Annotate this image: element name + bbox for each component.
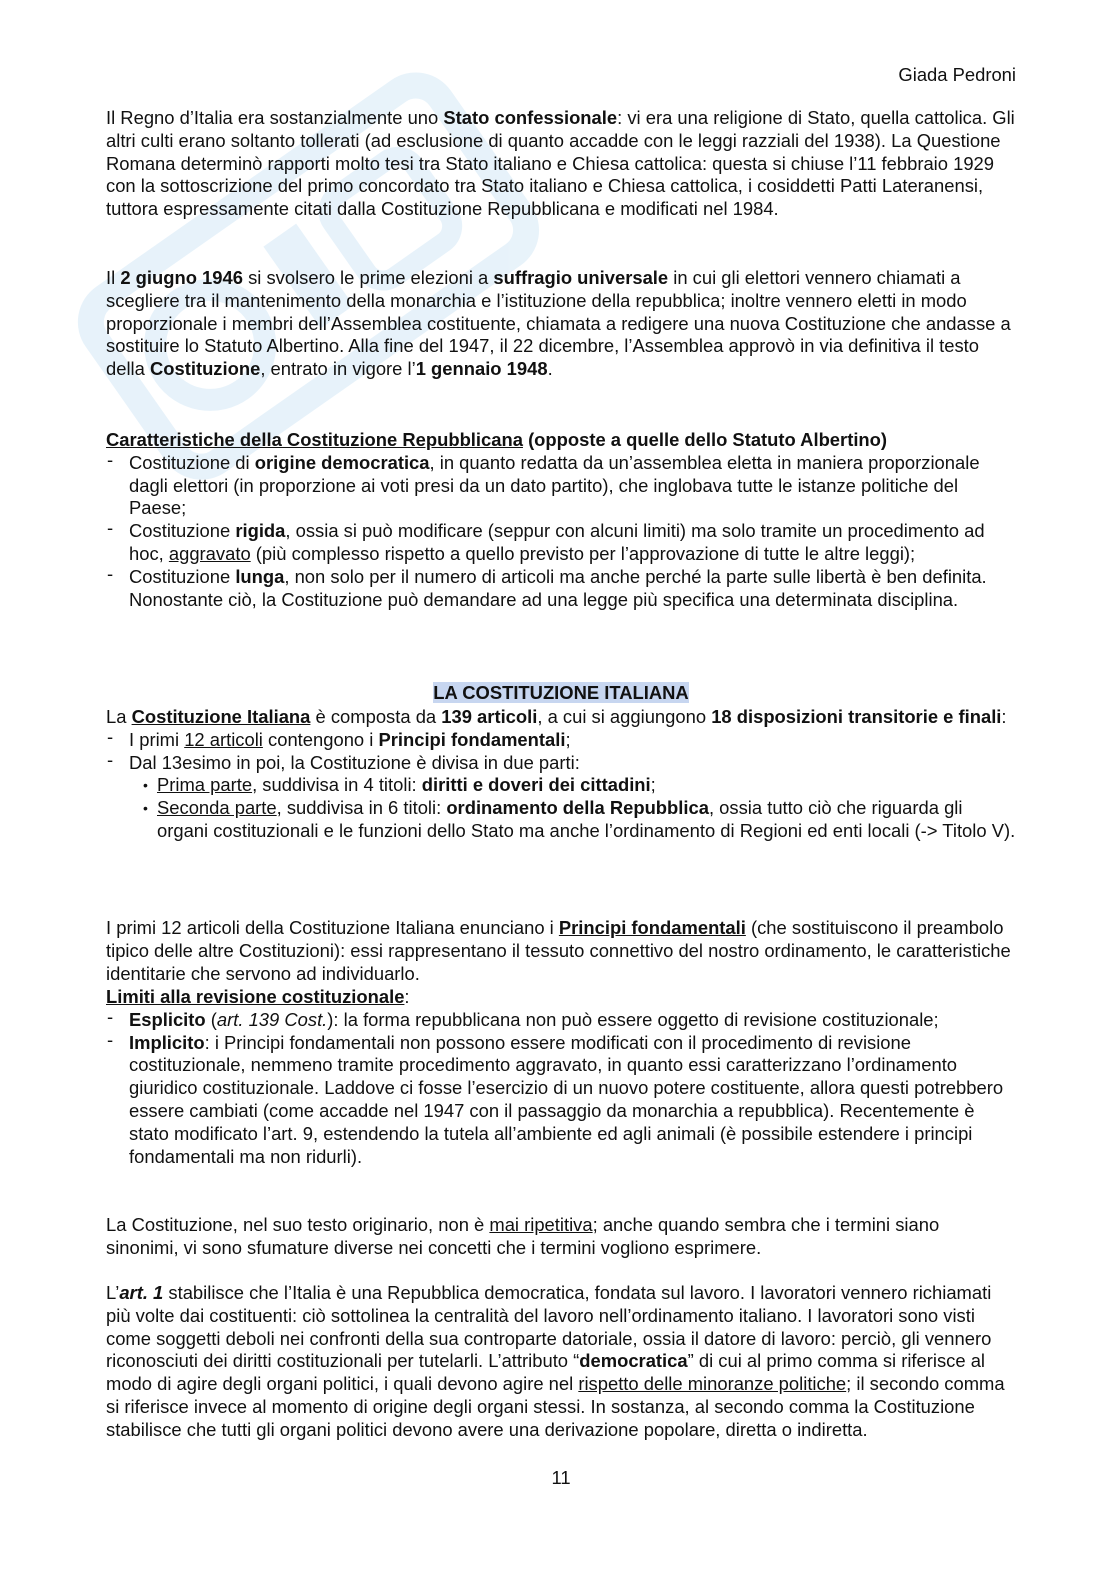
- limiti-heading: Limiti alla revisione costituzionale:: [106, 986, 410, 1007]
- page-number: 11: [551, 1467, 571, 1488]
- section-caratteristiche: [106, 429, 1016, 611]
- paragraph-stato-confessionale: Il Regno d’Italia era sostanzialmente uno Stato confessionale: vi era una religione di Stato, quella cattolica. Gli altri culti erano soltanto tollerati (ad esclusione di quanto accadde con le leggi razziali del 1938). La Questione Romana determinò rapporti molto tesi tra Stato italiano e Chiesa cattolica: questa si chiuse l’11 febbraio 1929 con la sottoscrizione del primo concordato tra Stato italiano e Chiesa cattolica, i cosiddetti Patti Lateranensi, tuttora espressamente citati dalla Costituzione Repubblicana e modificati nel 1984.: [106, 107, 1015, 220]
- list-item: - Costituzione di origine democratica, in quanto redatta da un’assemblea eletta in maniera proporzionale dagli elettori (in proporzione ai voti presi da un dato partito), che inglobava tutte le istanze politiche del Paese;: [106, 452, 1016, 520]
- list-item: - I primi 12 articoli contengono i Principi fondamentali;: [106, 729, 1016, 752]
- list-item: - Dal 13esimo in poi, la Costituzione è divisa in due parti: • Prima parte, suddivisa in 4 titoli: diritti e doveri dei cittadini; • Seconda parte, suddivisa in 6 titoli: ordinamento della Repubblica, ossia tutto ciò che riguarda gli organi costituzionali e le funzioni dello Stato ma anche l’ordinamento di Regioni ed enti locali (-> Titolo V).: [106, 752, 1016, 843]
- list-item: - Implicito: i Principi fondamentali non possono essere modificati con il procedimento di revisione costituzionale, nemmeno tramite procedimento aggravato, in quanto essi caratterizzano l’ordinamento giuridico costituzionale. Laddove ci fosse l’esercizio di un nuovo potere costituente, allora questi potrebbero essere cambiati (come accadde nel 1947 con il passaggio da monarchia a repubblica). Recentemente è stato modificato l’art. 9, estendendo la tutela all’ambiente ed agli animali (è possibile estendere i principi fondamentali ma non ridurli).: [106, 1032, 1016, 1169]
- author-name: Giada Pedroni: [898, 64, 1016, 85]
- paragraph-2-giugno-1946: Il 2 giugno 1946 si svolsero le prime elezioni a suffragio universale in cui gli elettori vennero chiamati a scegliere tra il mantenimento della monarchia e l’istituzione della repubblica; inoltre vennero eletti in modo proporzionale i membri dell’Assemblea costituente, chiamata a redigere una nuova Costituzione che andasse a sostituire lo Statuto Albertino. Alla fine del 1947, il 22 dicembre, l’Assemblea approvò in via definitiva il testo della Costituzione, entrato in vigore l’1 gennaio 1948.: [106, 267, 1011, 380]
- caratteristiche-heading: Caratteristiche della Costituzione Repubblicana (opposte a quelle dello Statuto Albertino): [106, 429, 888, 450]
- paragraph-ripetitiva: La Costituzione, nel suo testo originario, non è mai ripetitiva; anche quando sembra che i termini siano sinonimi, vi sono sfumature diverse nei concetti che i termini vogliono esprimere.: [106, 1214, 940, 1258]
- section-composizione: La Costituzione Italiana è composta da 139 articoli, a cui si aggiungono 18 disposizioni transitorie e finali: - I primi 12 articoli contengono i Principi fondamentali; - Dal 13esimo in poi, la Costituzione è divisa in due parti: • Prima parte, suddivisa in 4 titoli: diritti e doveri dei cittadini; • Seconda parte, suddivisa in 6 titoli: ordinamento della Repubblica, ossia tutto ciò che riguarda gli organi costituzionali e le funzioni dello Stato ma anche l’ordinamento di Regioni ed enti locali (-> Titolo V).: [106, 706, 1016, 843]
- section-limiti: [106, 986, 1016, 1168]
- list-item: - Esplicito (art. 139 Cost.): la forma repubblicana non può essere oggetto di revisione costituzionale;: [106, 1009, 1016, 1032]
- paragraph-principi: I primi 12 articoli della Costituzione Italiana enunciano i Principi fondamentali (che sostituiscono il preambolo tipico delle altre Costituzioni): essi rappresentano il tessuto connettivo del nostro ordinamento, le caratteristiche identitarie che servono ad individuarlo.: [106, 917, 1011, 984]
- list-item: - Costituzione lunga, non solo per il numero di articoli ma anche perché la parte sulle libertà è ben definita. Nonostante ciò, la Costituzione può demandare ad una legge più specifica una determinata disciplina.: [106, 566, 1016, 612]
- list-item: - Costituzione rigida, ossia si può modificare (seppur con alcuni limiti) ma solo tramite un procedimento ad hoc, aggravato (più complesso rispetto a quello previsto per l’approvazione di tutte le altre leggi);: [106, 520, 1016, 566]
- document-page: [106, 0, 1016, 1579]
- list-item: • Seconda parte, suddivisa in 6 titoli: ordinamento della Repubblica, ossia tutto ciò che riguarda gli organi costituzionali e le funzioni dello Stato ma anche l’ordinamento di Regioni ed enti locali (-> Titolo V).: [133, 797, 1016, 843]
- section-title: LA COSTITUZIONE ITALIANA: [433, 682, 689, 703]
- paragraph-art-1: L’art. 1 stabilisce che l’Italia è una Repubblica democratica, fondata sul lavoro. I lavoratori vennero richiamati più volte dai costituenti: ciò sottolinea la centralità del lavoro nell’ordinamento italiano. I lavoratori sono visti come soggetti deboli nei confronti della sua controparte datoriale, ossia il datore di lavoro: perciò, gli vennero riconosciuti dei diritti costituzionali per tutelarli. L’attributo “democratica” di cui al primo comma si riferisce al modo di agire degli organi politici, i quali devono agire nel rispetto delle minoranze politiche; il secondo comma si riferisce invece al momento di origine degli organi stessi. In sostanza, al secondo comma la Costituzione stabilisce che tutti gli organi politici devono avere una derivazione popolare, diretta o indiretta.: [106, 1282, 1005, 1440]
- list-item: • Prima parte, suddivisa in 4 titoli: diritti e doveri dei cittadini;: [133, 774, 1016, 797]
